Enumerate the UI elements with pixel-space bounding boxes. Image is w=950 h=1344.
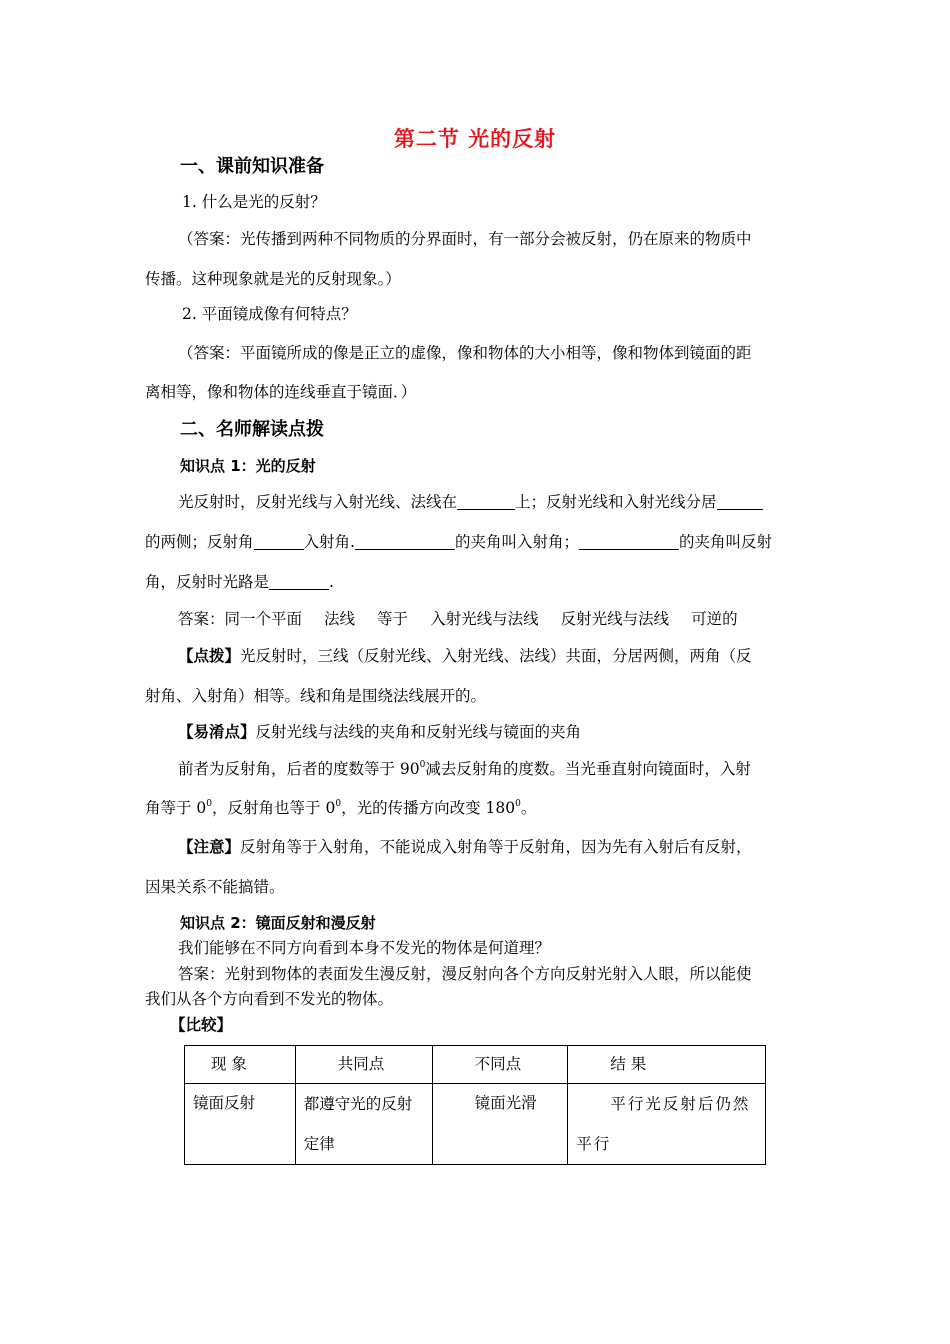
cell-text: 镜面反射 [193,1094,256,1112]
table-header-row [185,1046,766,1084]
blank-field [457,494,515,510]
text-segment: ，光的传播方向改变 180 [341,799,516,817]
table-header-cell [295,1046,432,1084]
answer-item: 反射光线与法线 [560,610,670,628]
text-segment: 的夹角叫反射 [678,533,772,551]
text-segment: . [329,573,334,591]
text-segment: 减去反射角的度数。当光垂直射向镜面时，入射 [425,760,751,778]
knowledge-point-1-title: 知识点 1：光的反射 [180,457,316,475]
text-segment: ，反射角也等于 0 [212,799,336,817]
answer-item: 等于 [377,610,409,628]
cell-text: 平行光反射后仍然平行 [576,1095,751,1153]
confuse-explain-line-2 [145,796,536,818]
blank-field [269,574,329,590]
answer-2-line-1: （答案：平面镜所成的像是正立的虚像，像和物体的大小相等，像和物体到镜面的距 [178,344,752,362]
comparison-table [184,1045,766,1165]
kp2-answer-line-2: 我们从各个方向看到不发光的物体。 [145,990,394,1008]
header-text: 结 果 [610,1055,647,1073]
kp2-answer-line-1: 答案：光射到物体的表面发生漫反射，漫反射向各个方向反射光射入人眼，所以能使 [178,965,752,983]
tip-line-1 [178,644,752,666]
text-segment: 。 [520,799,537,817]
confuse-line [178,720,581,742]
blank-field [254,534,304,550]
text-segment: 上；反射光线和入射光线分居 [515,493,717,511]
confuse-text: 反射光线与法线的夹角和反射光线与镜面的夹角 [255,723,582,741]
blank-field [355,534,455,550]
compare-tag: 【比较】 [170,1016,233,1034]
table-cell [432,1084,568,1165]
text-segment: 入射角. [303,533,355,551]
table-cell [295,1084,432,1165]
text-segment: 前者为反射角，后者的度数等于 90 [178,760,420,778]
answer-line [178,607,738,629]
text-segment: 的两侧；反射角 [145,533,254,551]
tip-tag: 【点拨】 [178,647,241,665]
section-heading-1: 一、课前知识准备 [180,156,324,177]
section-heading-2: 二、名师解读点拨 [180,419,324,440]
fill-blank-line-2 [145,530,772,552]
text-segment: 角等于 0 [145,799,207,817]
answer-item: 入射光线与法线 [430,610,539,628]
confuse-tag: 【易淆点】 [178,723,256,741]
question-1: 1. 什么是光的反射？ [182,193,326,211]
knowledge-point-2-title: 知识点 2：镜面反射和漫反射 [180,914,376,932]
table-row [185,1084,766,1165]
table-header-cell [432,1046,568,1084]
text-segment: 光反射时，反射光线与入射光线、法线在 [178,493,458,511]
table-cell [568,1084,766,1165]
tip-line-2: 射角、入射角）相等。线和角是围绕法线展开的。 [145,687,487,705]
cell-text: 都遵守光的反射定律 [303,1095,413,1153]
confuse-explain-line-1 [178,757,751,779]
answer-1-line-2: 传播。这种现象就是光的反射现象。） [145,270,401,288]
tip-text: 光反射时，三线（反射光线、入射光线、法线）共面，分居两侧，两角（反 [240,647,752,665]
page-title: 第二节 光的反射 [393,127,557,151]
degree-superscript: 0 [335,799,342,809]
table-header-cell [568,1046,766,1084]
text-segment: 的夹角叫入射角； [454,533,579,551]
kp2-question: 我们能够在不同方向看到本身不发光的物体是何道理？ [178,939,551,957]
table-cell [185,1084,296,1165]
fill-blank-line-1 [178,490,763,512]
blank-field [717,494,763,510]
blank-field [579,534,679,550]
answer-item: 法线 [324,610,356,628]
answer-label: 答案： [178,610,225,628]
question-2: 2. 平面镜成像有何特点？ [182,305,357,323]
note-line-2: 因果关系不能搞错。 [145,878,285,896]
cell-text: 镜面光滑 [474,1094,537,1112]
table-header-cell [185,1046,296,1084]
header-text: 现 象 [211,1055,247,1073]
header-text: 共同点 [337,1055,385,1073]
note-line-1 [178,835,752,857]
degree-superscript: 0 [206,799,213,809]
answer-1-line-1: （答案：光传播到两种不同物质的分界面时，有一部分会被反射，仍在原来的物质中 [178,230,752,248]
fill-blank-line-3 [145,570,334,592]
degree-superscript: 0 [515,799,521,809]
degree-superscript: 0 [419,760,426,770]
note-text: 反射角等于入射角，不能说成入射角等于反射角，因为先有入射后有反射， [240,838,752,856]
header-text: 不同点 [474,1055,522,1073]
answer-item: 同一个平面 [224,610,303,628]
answer-2-line-2: 离相等，像和物体的连线垂直于镜面．） [145,383,417,401]
text-segment: 角，反射时光路是 [145,573,270,591]
answer-item: 可逆的 [691,610,738,628]
note-tag: 【注意】 [178,838,241,856]
